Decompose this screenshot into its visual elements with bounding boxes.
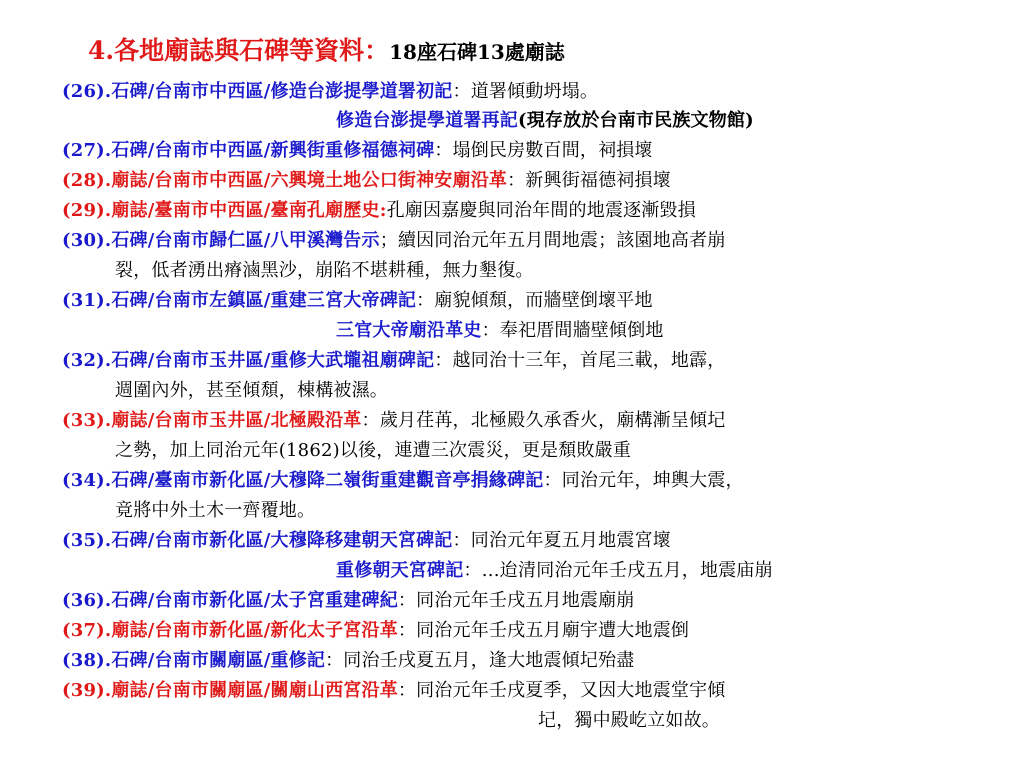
entry-number: (26). bbox=[62, 81, 112, 102]
entry-number: (34). bbox=[62, 470, 112, 491]
entry-source: 重修朝天宮碑記 bbox=[336, 560, 464, 581]
entry-37 bbox=[62, 618, 689, 644]
entry-description: ：同治壬戌夏五月，逢大地震傾圮殆盡 bbox=[325, 650, 635, 671]
entry-description: (現存放於台南市民族文物館) bbox=[518, 110, 754, 131]
entry-source: 石碑/臺南市新化區/大穆降二嶺街重建觀音亭捐緣碑記 bbox=[111, 470, 544, 491]
entry-source: 廟誌/台南市中西區/六興境土地公口街神安廟沿革 bbox=[111, 170, 508, 191]
entry-34-continued bbox=[115, 498, 315, 524]
entry-description: ：新興街福德祠損壞 bbox=[507, 170, 671, 191]
entry-description: ：歲月荏苒，北極殿久承香火，廟構漸呈傾圮 bbox=[361, 410, 726, 431]
entry-description: 圮，獨中殿屹立如故。 bbox=[538, 710, 720, 731]
entry-source: 石碑/台南市歸仁區/八甲溪灣告示 bbox=[111, 230, 380, 251]
entry-32 bbox=[62, 348, 726, 374]
entry-32-continued bbox=[115, 378, 388, 404]
entry-source: 廟誌/台南市新化區/新化太子宮沿革 bbox=[111, 620, 398, 641]
entry-39 bbox=[62, 678, 726, 704]
entry-description: 孔廟因嘉慶與同治年間的地震逐漸毀損 bbox=[386, 200, 696, 221]
title-main: 4.各地廟誌與石碑等資料： bbox=[88, 36, 390, 65]
entry-description: ：同治元年，坤輿大震， bbox=[543, 470, 744, 491]
entry-source: 石碑/台南市玉井區/重修大武壠祖廟碑記 bbox=[111, 350, 435, 371]
entry-description: ；續因同治元年五月間地震；該園地高者崩 bbox=[379, 230, 726, 251]
entry-source: 石碑/台南市關廟區/重修記 bbox=[111, 650, 326, 671]
entry-26-continued bbox=[336, 108, 754, 134]
entry-description: ：廟貌傾頹，而牆壁倒壞平地 bbox=[416, 290, 653, 311]
entry-27 bbox=[62, 138, 653, 164]
entry-description: 竟將中外土木一齊覆地。 bbox=[115, 500, 316, 521]
entry-source: 石碑/台南市左鎮區/重建三宮大帝碑記 bbox=[111, 290, 417, 311]
entry-number: (36). bbox=[62, 590, 112, 611]
entry-description: ：塌倒民房數百間，祠損壞 bbox=[434, 140, 653, 161]
entry-33-continued bbox=[115, 438, 631, 464]
entry-description: 裂，低者湧出瘠滷黑沙，崩陷不堪耕種，無力墾復。 bbox=[115, 260, 534, 281]
entry-description: 之勢，加上同治元年(1862)以後，連遭三次震災，更是頹敗嚴重 bbox=[115, 440, 632, 461]
entry-description: ：道署傾動坍塌。 bbox=[452, 81, 599, 102]
entry-30-continued bbox=[115, 258, 534, 284]
entry-29 bbox=[62, 198, 696, 224]
entry-35-continued bbox=[336, 558, 773, 584]
entry-source: 修造台澎提學道署再記 bbox=[336, 110, 518, 131]
entry-28 bbox=[62, 168, 671, 194]
entry-number: (28). bbox=[62, 170, 112, 191]
entry-source: 石碑/台南市新化區/大穆降移建朝天宮碑記 bbox=[111, 530, 453, 551]
entry-source: 石碑/台南市中西區/新興街重修福德祠碑 bbox=[111, 140, 435, 161]
entry-description: ：同治元年壬戌夏季，又因大地震堂宇傾 bbox=[397, 680, 726, 701]
entry-33 bbox=[62, 408, 726, 434]
entry-31-continued bbox=[336, 318, 664, 344]
entry-number: (39). bbox=[62, 680, 112, 701]
entry-number: (38). bbox=[62, 650, 112, 671]
entry-number: (37). bbox=[62, 620, 112, 641]
entry-description: ：同治元年壬戌五月地震廟崩 bbox=[397, 590, 635, 611]
entry-description: ：同治元年夏五月地震宮壞 bbox=[452, 530, 671, 551]
entry-description: ：奉祀厝間牆壁傾倒地 bbox=[481, 320, 664, 341]
entry-31 bbox=[62, 288, 653, 314]
entry-34 bbox=[62, 468, 744, 494]
entry-number: (27). bbox=[62, 140, 112, 161]
entry-number: (30). bbox=[62, 230, 112, 251]
entry-36 bbox=[62, 588, 635, 614]
entry-number: (35). bbox=[62, 530, 112, 551]
entry-description: ：越同治十三年，首尾三載，地霹， bbox=[434, 350, 726, 371]
entry-description: ：同治元年壬戌五月廟宇遭大地震倒 bbox=[397, 620, 690, 641]
title-sub: 18座石碑13處廟誌 bbox=[389, 40, 565, 64]
entry-source: 廟誌/台南市關廟區/關廟山西宮沿革 bbox=[111, 680, 398, 701]
entry-source: 石碑/台南市中西區/修造台澎提學道署初記 bbox=[111, 81, 453, 102]
entry-number: (31). bbox=[62, 290, 112, 311]
entry-number: (32). bbox=[62, 350, 112, 371]
entry-source: 廟誌/臺南市中西區/臺南孔廟歷史: bbox=[111, 200, 387, 221]
entry-description: ：…迨清同治元年壬戌五月，地震庙崩 bbox=[463, 560, 773, 581]
entry-source: 廟誌/台南市玉井區/北極殿沿革 bbox=[111, 410, 362, 431]
entry-39-continued bbox=[538, 708, 720, 734]
entry-source: 三官大帝廟沿革史 bbox=[336, 320, 482, 341]
entry-35 bbox=[62, 528, 671, 554]
entry-30 bbox=[62, 228, 726, 254]
slide-title bbox=[88, 34, 565, 69]
entry-description: 週圍內外，甚至傾頹，棟構被濕。 bbox=[115, 380, 388, 401]
entry-26 bbox=[62, 79, 598, 105]
entry-source: 石碑/台南市新化區/太子宮重建碑紀 bbox=[111, 590, 398, 611]
entry-number: (29). bbox=[62, 200, 112, 221]
entry-number: (33). bbox=[62, 410, 112, 431]
entry-38 bbox=[62, 648, 635, 674]
